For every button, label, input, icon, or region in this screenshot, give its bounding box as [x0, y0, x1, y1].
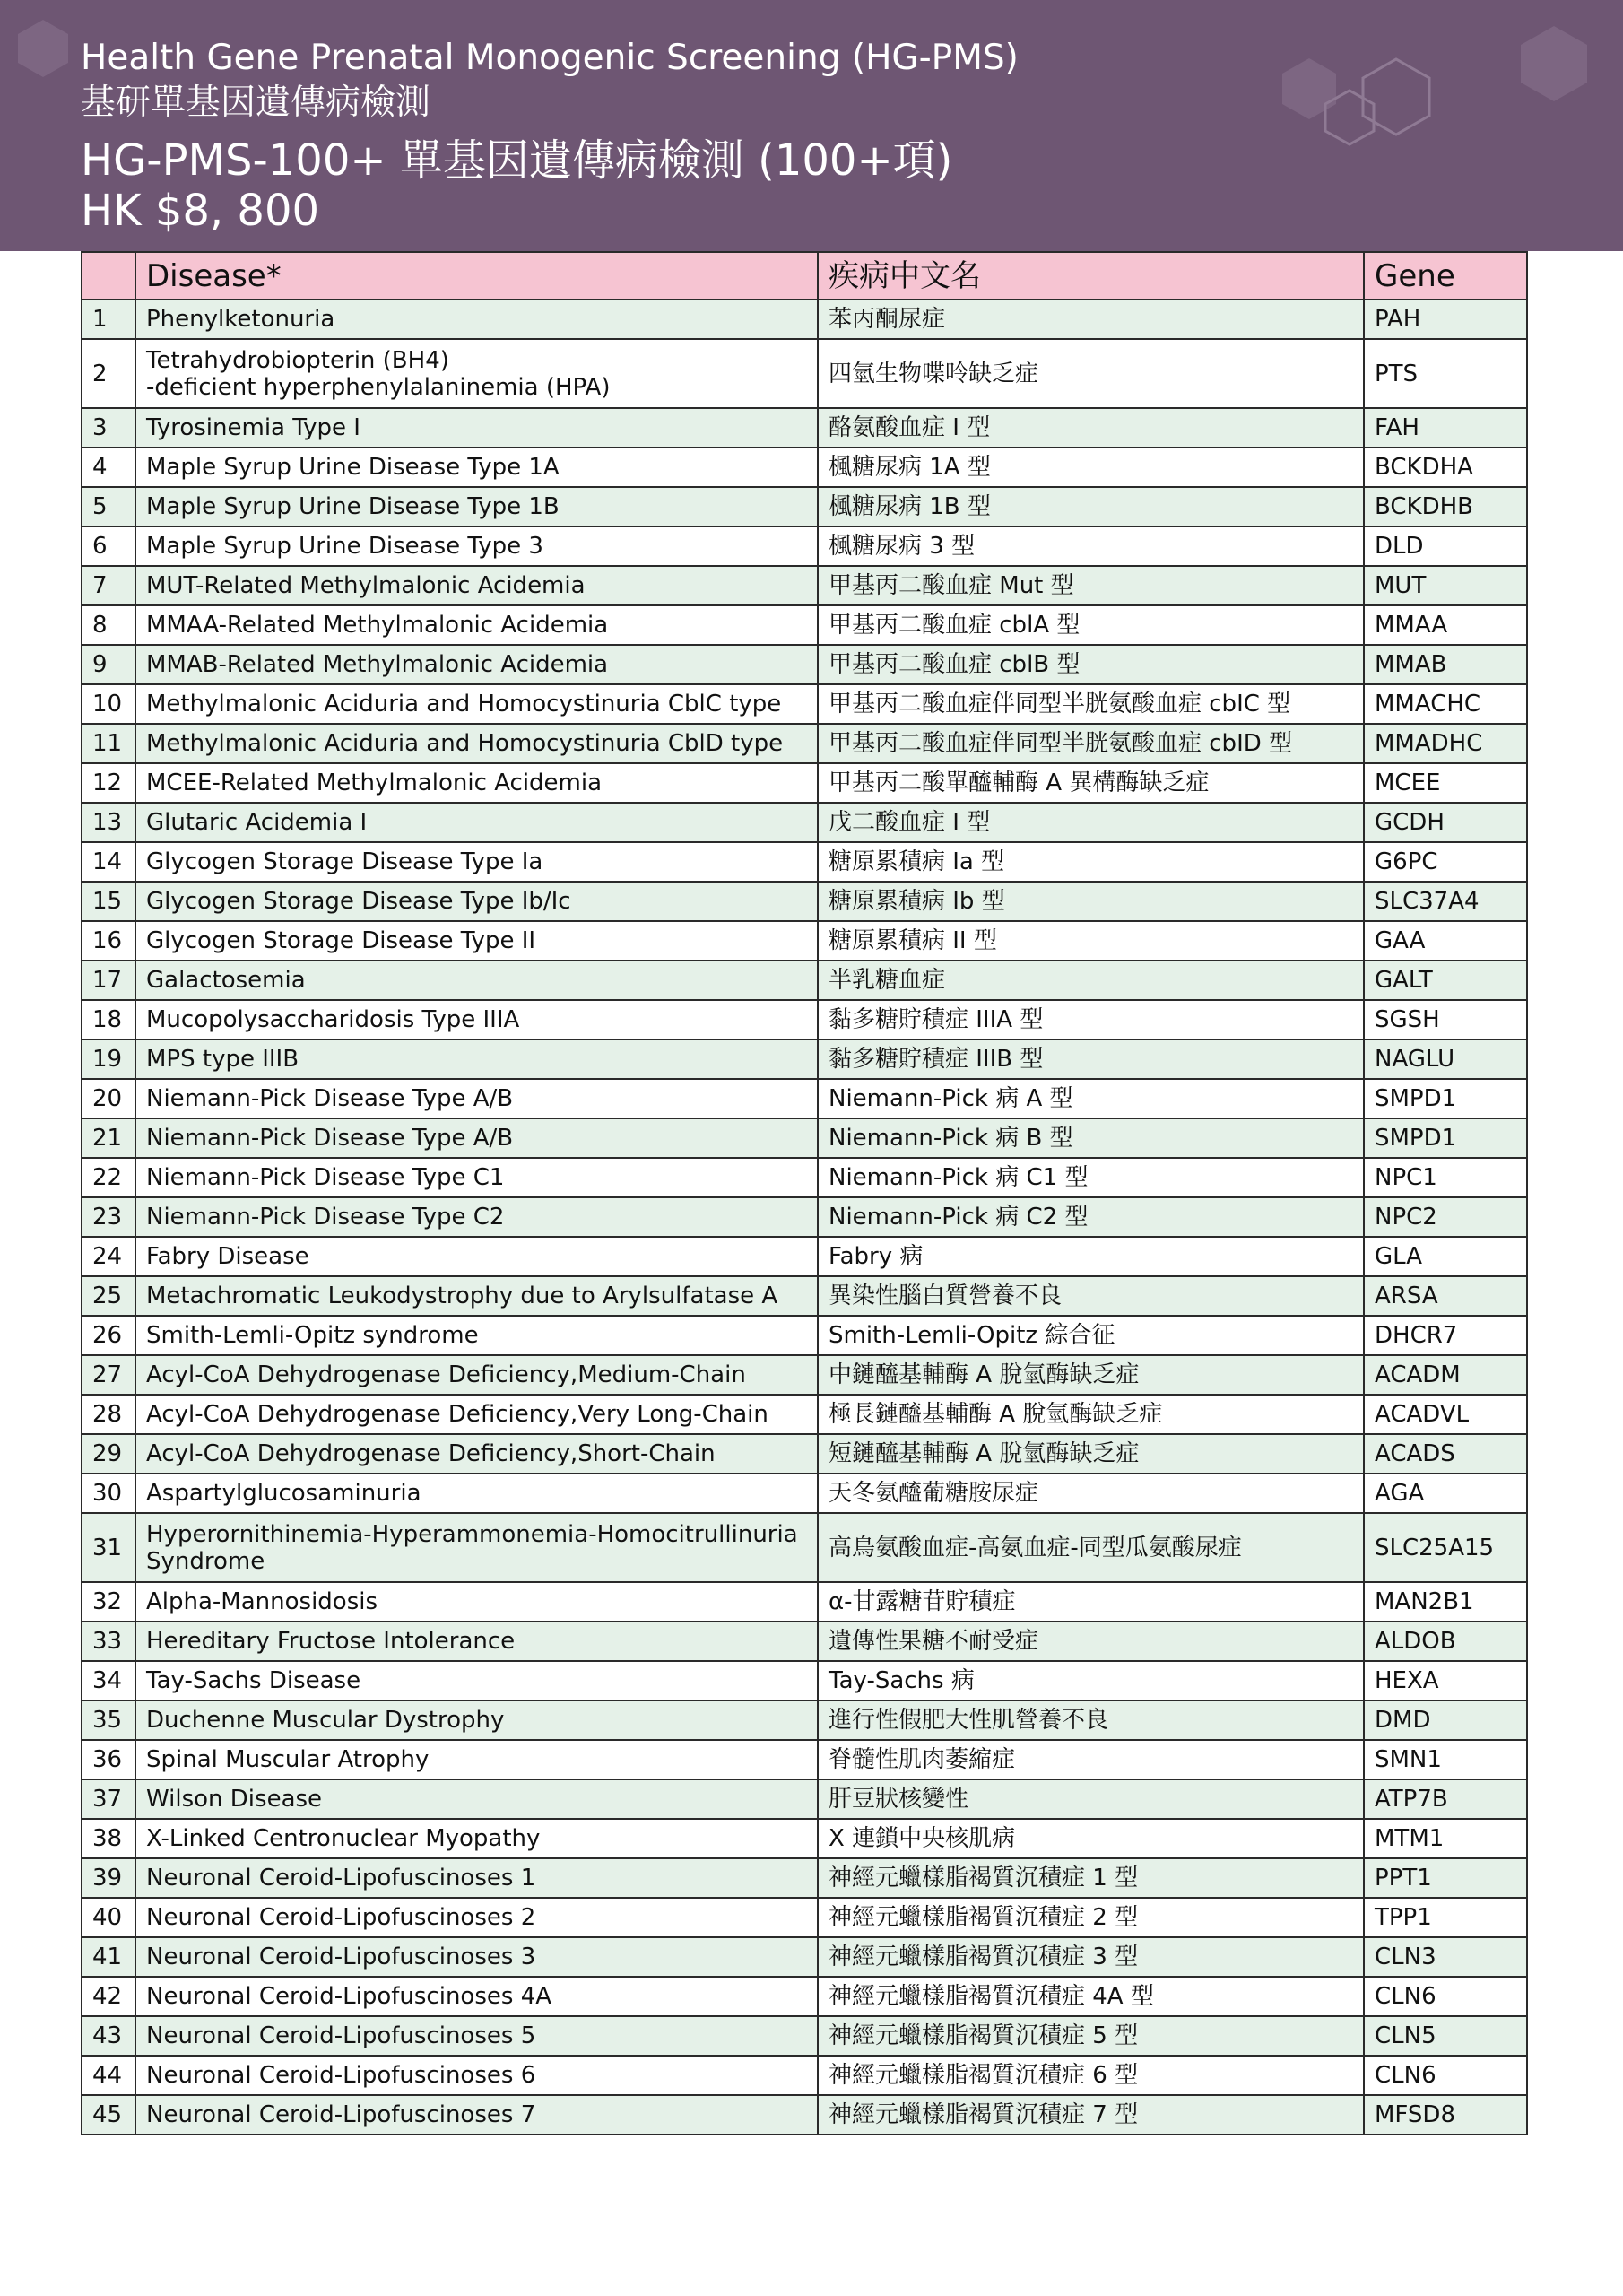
disease-cell [135, 339, 818, 408]
disease-name: Methylmalonic Aciduria and Homocystinuria CblC type [146, 691, 782, 718]
table-row [82, 487, 1527, 526]
gene-cell: MMACHC [1364, 684, 1527, 724]
disease-name: Maple Syrup Urine Disease Type 1B [146, 493, 560, 520]
chinese-name-cell: Niemann-Pick 病 A 型 [818, 1079, 1364, 1118]
disease-name: Acyl-CoA Dehydrogenase Deficiency,Very Long-Chain [146, 1401, 768, 1428]
disease-name: Maple Syrup Urine Disease Type 3 [146, 533, 543, 560]
disease-name: Niemann-Pick Disease Type A/B [146, 1125, 514, 1152]
disease-name: Neuronal Ceroid-Lipofuscinoses 7 [146, 2101, 536, 2128]
table-row [82, 448, 1527, 487]
chinese-name-cell: 楓糖尿病 1A 型 [818, 448, 1364, 487]
disease-name: MPS type IIIB [146, 1046, 299, 1073]
disease-name: Neuronal Ceroid-Lipofuscinoses 5 [146, 2022, 536, 2049]
chinese-name-cell: 黏多糖貯積症 IIIA 型 [818, 1000, 1364, 1039]
disease-name: Smith-Lemli-Opitz syndrome [146, 1322, 479, 1349]
gene-cell: NPC2 [1364, 1197, 1527, 1237]
row-number: 6 [82, 526, 135, 566]
table-row [82, 1039, 1527, 1079]
chinese-name-cell: 進行性假肥大性肌營養不良 [818, 1700, 1364, 1740]
disease-cell [135, 1513, 818, 1582]
row-number: 35 [82, 1700, 135, 1740]
row-number: 3 [82, 408, 135, 448]
table-row [82, 1661, 1527, 1700]
chinese-name-cell: 神經元蠟樣脂褐質沉積症 3 型 [818, 1937, 1364, 1977]
gene-cell: ATP7B [1364, 1779, 1527, 1819]
gene-cell: CLN6 [1364, 2056, 1527, 2095]
row-number: 32 [82, 1582, 135, 1622]
chinese-name-cell: 苯丙酮尿症 [818, 300, 1364, 339]
table-header-row [82, 252, 1527, 300]
row-number: 8 [82, 605, 135, 645]
disease-cell [135, 1355, 818, 1395]
gene-cell: SLC25A15 [1364, 1513, 1527, 1582]
gene-cell: NPC1 [1364, 1158, 1527, 1197]
disease-name: Galactosemia [146, 967, 306, 994]
row-number: 43 [82, 2016, 135, 2056]
disease-name: Tetrahydrobiopterin (BH4) [146, 346, 449, 374]
disease-name: Methylmalonic Aciduria and Homocystinuria CblD type [146, 730, 784, 757]
gene-cell: SMN1 [1364, 1740, 1527, 1779]
table-row [82, 1898, 1527, 1937]
disease-name: Spinal Muscular Atrophy [146, 1746, 430, 1773]
row-number: 20 [82, 1079, 135, 1118]
disease-name: Hyperornithinemia-Hyperammonemia-Homocitrullinuria [146, 1520, 798, 1548]
row-number: 14 [82, 842, 135, 882]
table-row [82, 1237, 1527, 1276]
disease-name: Mucopolysaccharidosis Type IIIA [146, 1006, 520, 1033]
disease-cell [135, 882, 818, 921]
disease-name: Glutaric Acidemia I [146, 809, 368, 836]
table-row [82, 1740, 1527, 1779]
gene-cell: HEXA [1364, 1661, 1527, 1700]
table-row [82, 300, 1527, 339]
row-number: 18 [82, 1000, 135, 1039]
gene-cell: SMPD1 [1364, 1118, 1527, 1158]
chinese-name-cell: Smith-Lemli-Opitz 綜合征 [818, 1316, 1364, 1355]
package-price: HK $8, 800 [81, 186, 320, 236]
table-row [82, 1355, 1527, 1395]
chinese-name-cell: 異染性腦白質營養不良 [818, 1276, 1364, 1316]
gene-cell: G6PC [1364, 842, 1527, 882]
disease-name: Niemann-Pick Disease Type C2 [146, 1204, 505, 1231]
table-row [82, 1197, 1527, 1237]
row-number: 10 [82, 684, 135, 724]
table-row [82, 1779, 1527, 1819]
gene-cell: CLN3 [1364, 1937, 1527, 1977]
chinese-name-cell: 酪氨酸血症 I 型 [818, 408, 1364, 448]
chinese-name-cell: 中鏈醯基輔酶 A 脫氫酶缺乏症 [818, 1355, 1364, 1395]
chinese-name-cell: 天冬氨醯葡糖胺尿症 [818, 1474, 1364, 1513]
table-row [82, 645, 1527, 684]
chinese-name-cell: 黏多糖貯積症 IIIB 型 [818, 1039, 1364, 1079]
chinese-name-cell: 甲基丙二酸血症 cblB 型 [818, 645, 1364, 684]
row-number: 23 [82, 1197, 135, 1237]
table-row [82, 724, 1527, 763]
disease-name-line2: -deficient hyperphenylalaninemia (HPA) [146, 373, 611, 401]
disease-cell [135, 1079, 818, 1118]
disease-cell [135, 2095, 818, 2135]
chinese-name-cell: Niemann-Pick 病 C1 型 [818, 1158, 1364, 1197]
disease-name: Neuronal Ceroid-Lipofuscinoses 2 [146, 1904, 536, 1931]
disease-name: Fabry Disease [146, 1243, 309, 1270]
gene-cell: SGSH [1364, 1000, 1527, 1039]
gene-cell: PPT1 [1364, 1858, 1527, 1898]
disease-table [81, 251, 1528, 2135]
disease-cell [135, 2056, 818, 2095]
chinese-name-cell: α-甘露糖苷貯積症 [818, 1582, 1364, 1622]
chinese-name-cell: 神經元蠟樣脂褐質沉積症 4A 型 [818, 1977, 1364, 2016]
row-number: 39 [82, 1858, 135, 1898]
gene-cell: MTM1 [1364, 1819, 1527, 1858]
disease-cell [135, 1434, 818, 1474]
disease-cell [135, 684, 818, 724]
chinese-name-cell: 甲基丙二酸血症伴同型半胱氨酸血症 cbIC 型 [818, 684, 1364, 724]
chinese-name-cell: 神經元蠟樣脂褐質沉積症 6 型 [818, 2056, 1364, 2095]
header-title-en: Health Gene Prenatal Monogenic Screening (HG-PMS) [81, 38, 1019, 78]
disease-cell [135, 842, 818, 882]
gene-cell: FAH [1364, 408, 1527, 448]
gene-cell: GALT [1364, 961, 1527, 1000]
gene-cell: DLD [1364, 526, 1527, 566]
disease-cell [135, 1000, 818, 1039]
chinese-name-cell: 神經元蠟樣脂褐質沉積症 1 型 [818, 1858, 1364, 1898]
row-number: 19 [82, 1039, 135, 1079]
disease-name: Tyrosinemia Type I [146, 414, 360, 441]
col-header-disease: Disease* [135, 252, 818, 300]
disease-cell [135, 1661, 818, 1700]
chinese-name-cell: 肝豆狀核變性 [818, 1779, 1364, 1819]
gene-cell: MCEE [1364, 763, 1527, 803]
disease-name: Glycogen Storage Disease Type Ia [146, 848, 543, 875]
table-row [82, 684, 1527, 724]
disease-name: Alpha-Mannosidosis [146, 1588, 378, 1615]
disease-name: MMAB-Related Methylmalonic Acidemia [146, 651, 609, 678]
table-row [82, 1158, 1527, 1197]
chinese-name-cell: 甲基丙二酸血症 cblA 型 [818, 605, 1364, 645]
row-number: 16 [82, 921, 135, 961]
row-number: 45 [82, 2095, 135, 2135]
disease-cell [135, 1622, 818, 1661]
disease-cell [135, 1197, 818, 1237]
chinese-name-cell: 遺傳性果糖不耐受症 [818, 1622, 1364, 1661]
chinese-name-cell: X 連鎖中央核肌病 [818, 1819, 1364, 1858]
table-body [82, 300, 1527, 2135]
disease-cell [135, 1819, 818, 1858]
chinese-name-cell: 神經元蠟樣脂褐質沉積症 5 型 [818, 2016, 1364, 2056]
gene-cell: ALDOB [1364, 1622, 1527, 1661]
row-number: 26 [82, 1316, 135, 1355]
chinese-name-cell: 戊二酸血症 I 型 [818, 803, 1364, 842]
row-number: 44 [82, 2056, 135, 2095]
row-number: 2 [82, 339, 135, 408]
disease-cell [135, 1039, 818, 1079]
row-number: 34 [82, 1661, 135, 1700]
disease-cell [135, 1740, 818, 1779]
chinese-name-cell: 脊髓性肌肉萎縮症 [818, 1740, 1364, 1779]
chinese-name-cell: 甲基丙二酸血症伴同型半胱氨酸血症 cbID 型 [818, 724, 1364, 763]
chinese-name-cell: Tay-Sachs 病 [818, 1661, 1364, 1700]
disease-cell [135, 448, 818, 487]
page-header [0, 0, 1623, 251]
disease-cell [135, 487, 818, 526]
table-row [82, 1474, 1527, 1513]
table-row [82, 842, 1527, 882]
row-number: 42 [82, 1977, 135, 2016]
disease-name: Glycogen Storage Disease Type Ib/Ic [146, 888, 571, 915]
row-number: 38 [82, 1819, 135, 1858]
gene-cell: CLN6 [1364, 1977, 1527, 2016]
disease-name: Acyl-CoA Dehydrogenase Deficiency,Short-Chain [146, 1440, 716, 1467]
disease-cell [135, 1977, 818, 2016]
table-row [82, 803, 1527, 842]
disease-name: MMAA-Related Methylmalonic Acidemia [146, 612, 609, 639]
disease-name: Neuronal Ceroid-Lipofuscinoses 3 [146, 1944, 536, 1970]
disease-cell [135, 1474, 818, 1513]
table-row [82, 526, 1527, 566]
disease-cell [135, 526, 818, 566]
gene-cell: DMD [1364, 1700, 1527, 1740]
disease-name: Aspartylglucosaminuria [146, 1480, 421, 1507]
disease-cell [135, 605, 818, 645]
disease-name: Glycogen Storage Disease Type II [146, 927, 536, 954]
gene-cell: TPP1 [1364, 1898, 1527, 1937]
chinese-name-cell: 甲基丙二酸血症 Mut 型 [818, 566, 1364, 605]
disease-name: Niemann-Pick Disease Type A/B [146, 1085, 514, 1112]
disease-cell [135, 961, 818, 1000]
chinese-name-cell: 高鳥氨酸血症-高氨血症-同型瓜氨酸尿症 [818, 1513, 1364, 1582]
table-row [82, 1316, 1527, 1355]
disease-cell [135, 1779, 818, 1819]
disease-name: Metachromatic Leukodystrophy due to Arylsulfatase A [146, 1283, 778, 1309]
gene-cell: ACADM [1364, 1355, 1527, 1395]
chinese-name-cell: 糖原累積病 II 型 [818, 921, 1364, 961]
table-row [82, 1937, 1527, 1977]
disease-name: Tay-Sachs Disease [146, 1667, 361, 1694]
row-number: 13 [82, 803, 135, 842]
disease-cell [135, 1898, 818, 1937]
chinese-name-cell: 極長鏈醯基輔酶 A 脫氫酶缺乏症 [818, 1395, 1364, 1434]
disease-cell [135, 803, 818, 842]
disease-name: Wilson Disease [146, 1786, 323, 1813]
disease-cell [135, 1118, 818, 1158]
table-row [82, 605, 1527, 645]
chinese-name-cell: 四氫生物喋呤缺乏症 [818, 339, 1364, 408]
disease-name: MUT-Related Methylmalonic Acidemia [146, 572, 586, 599]
disease-cell [135, 724, 818, 763]
table-row [82, 408, 1527, 448]
disease-cell [135, 1395, 818, 1434]
gene-cell: NAGLU [1364, 1039, 1527, 1079]
row-number: 12 [82, 763, 135, 803]
row-number: 22 [82, 1158, 135, 1197]
disease-name: MCEE-Related Methylmalonic Acidemia [146, 770, 603, 796]
row-number: 37 [82, 1779, 135, 1819]
disease-name: Duchenne Muscular Dystrophy [146, 1707, 505, 1734]
disease-cell [135, 645, 818, 684]
gene-cell: MMAB [1364, 645, 1527, 684]
disease-name: X-Linked Centronuclear Myopathy [146, 1825, 541, 1852]
disease-cell [135, 1316, 818, 1355]
disease-cell [135, 1276, 818, 1316]
disease-cell [135, 408, 818, 448]
row-number: 29 [82, 1434, 135, 1474]
row-number: 9 [82, 645, 135, 684]
disease-name: Hereditary Fructose Intolerance [146, 1628, 516, 1655]
table-row [82, 763, 1527, 803]
chinese-name-cell: 糖原累積病 Ib 型 [818, 882, 1364, 921]
disease-cell [135, 1237, 818, 1276]
row-number: 27 [82, 1355, 135, 1395]
table-row [82, 566, 1527, 605]
row-number: 17 [82, 961, 135, 1000]
table-row [82, 1700, 1527, 1740]
row-number: 21 [82, 1118, 135, 1158]
gene-cell: ARSA [1364, 1276, 1527, 1316]
table-row [82, 961, 1527, 1000]
gene-cell: GCDH [1364, 803, 1527, 842]
chinese-name-cell: 糖原累積病 Ia 型 [818, 842, 1364, 882]
table-row [82, 1622, 1527, 1661]
disease-name: Niemann-Pick Disease Type C1 [146, 1164, 505, 1191]
row-number: 36 [82, 1740, 135, 1779]
row-number: 4 [82, 448, 135, 487]
disease-cell [135, 566, 818, 605]
gene-cell: ACADS [1364, 1434, 1527, 1474]
gene-cell: SLC37A4 [1364, 882, 1527, 921]
chinese-name-cell: 神經元蠟樣脂褐質沉積症 2 型 [818, 1898, 1364, 1937]
col-header-number [82, 252, 135, 300]
disease-cell [135, 1582, 818, 1622]
gene-cell: PAH [1364, 300, 1527, 339]
table-row [82, 1395, 1527, 1434]
gene-cell: DHCR7 [1364, 1316, 1527, 1355]
table-row [82, 882, 1527, 921]
gene-cell: MMADHC [1364, 724, 1527, 763]
disease-cell [135, 300, 818, 339]
table-row [82, 339, 1527, 408]
table-row [82, 921, 1527, 961]
row-number: 33 [82, 1622, 135, 1661]
gene-cell: PTS [1364, 339, 1527, 408]
gene-cell: MFSD8 [1364, 2095, 1527, 2135]
gene-cell: AGA [1364, 1474, 1527, 1513]
gene-cell: BCKDHA [1364, 448, 1527, 487]
disease-cell [135, 1858, 818, 1898]
table-row [82, 1513, 1527, 1582]
chinese-name-cell: Niemann-Pick 病 B 型 [818, 1118, 1364, 1158]
row-number: 5 [82, 487, 135, 526]
row-number: 7 [82, 566, 135, 605]
chinese-name-cell: Fabry 病 [818, 1237, 1364, 1276]
table-row [82, 1276, 1527, 1316]
row-number: 15 [82, 882, 135, 921]
disease-cell [135, 1937, 818, 1977]
disease-cell [135, 921, 818, 961]
row-number: 30 [82, 1474, 135, 1513]
gene-cell: ACADVL [1364, 1395, 1527, 1434]
gene-cell: GAA [1364, 921, 1527, 961]
disease-name-line2: Syndrome [146, 1547, 265, 1575]
gene-cell: BCKDHB [1364, 487, 1527, 526]
disease-name: Neuronal Ceroid-Lipofuscinoses 1 [146, 1865, 536, 1892]
table-row [82, 1977, 1527, 2016]
disease-cell [135, 763, 818, 803]
row-number: 11 [82, 724, 135, 763]
row-number: 31 [82, 1513, 135, 1582]
table-row [82, 2095, 1527, 2135]
row-number: 28 [82, 1395, 135, 1434]
chinese-name-cell: 神經元蠟樣脂褐質沉積症 7 型 [818, 2095, 1364, 2135]
disease-cell [135, 2016, 818, 2056]
table-row [82, 2016, 1527, 2056]
header-title-zh: 基研單基因遺傳病檢測 [81, 83, 431, 123]
gene-cell: SMPD1 [1364, 1079, 1527, 1118]
row-number: 40 [82, 1898, 135, 1937]
table-row [82, 1079, 1527, 1118]
row-number: 25 [82, 1276, 135, 1316]
chinese-name-cell: 半乳糖血症 [818, 961, 1364, 1000]
disease-name: Neuronal Ceroid-Lipofuscinoses 4A [146, 1983, 552, 2010]
gene-cell: GLA [1364, 1237, 1527, 1276]
chinese-name-cell: Niemann-Pick 病 C2 型 [818, 1197, 1364, 1237]
table-row [82, 1582, 1527, 1622]
table-row [82, 1000, 1527, 1039]
disease-cell [135, 1700, 818, 1740]
row-number: 1 [82, 300, 135, 339]
chinese-name-cell: 短鏈醯基輔酶 A 脫氫酶缺乏症 [818, 1434, 1364, 1474]
table-row [82, 1858, 1527, 1898]
table-row [82, 1819, 1527, 1858]
disease-name: Acyl-CoA Dehydrogenase Deficiency,Medium-Chain [146, 1361, 746, 1388]
gene-cell: CLN5 [1364, 2016, 1527, 2056]
table-row [82, 1434, 1527, 1474]
table-row [82, 1118, 1527, 1158]
disease-name: Maple Syrup Urine Disease Type 1A [146, 454, 560, 481]
disease-name: Phenylketonuria [146, 306, 335, 333]
chinese-name-cell: 楓糖尿病 3 型 [818, 526, 1364, 566]
row-number: 24 [82, 1237, 135, 1276]
gene-cell: MAN2B1 [1364, 1582, 1527, 1622]
row-number: 41 [82, 1937, 135, 1977]
chinese-name-cell: 楓糖尿病 1B 型 [818, 487, 1364, 526]
disease-name: Neuronal Ceroid-Lipofuscinoses 6 [146, 2062, 536, 2089]
table-row [82, 2056, 1527, 2095]
chinese-name-cell: 甲基丙二酸單醯輔酶 A 異構酶缺乏症 [818, 763, 1364, 803]
col-header-chinese-name: 疾病中文名 [818, 252, 1364, 300]
package-title: HG-PMS-100+ 單基因遺傳病檢測 (100+項) [81, 135, 953, 186]
gene-cell: MMAA [1364, 605, 1527, 645]
gene-cell: MUT [1364, 566, 1527, 605]
disease-cell [135, 1158, 818, 1197]
col-header-gene: Gene [1364, 252, 1527, 300]
